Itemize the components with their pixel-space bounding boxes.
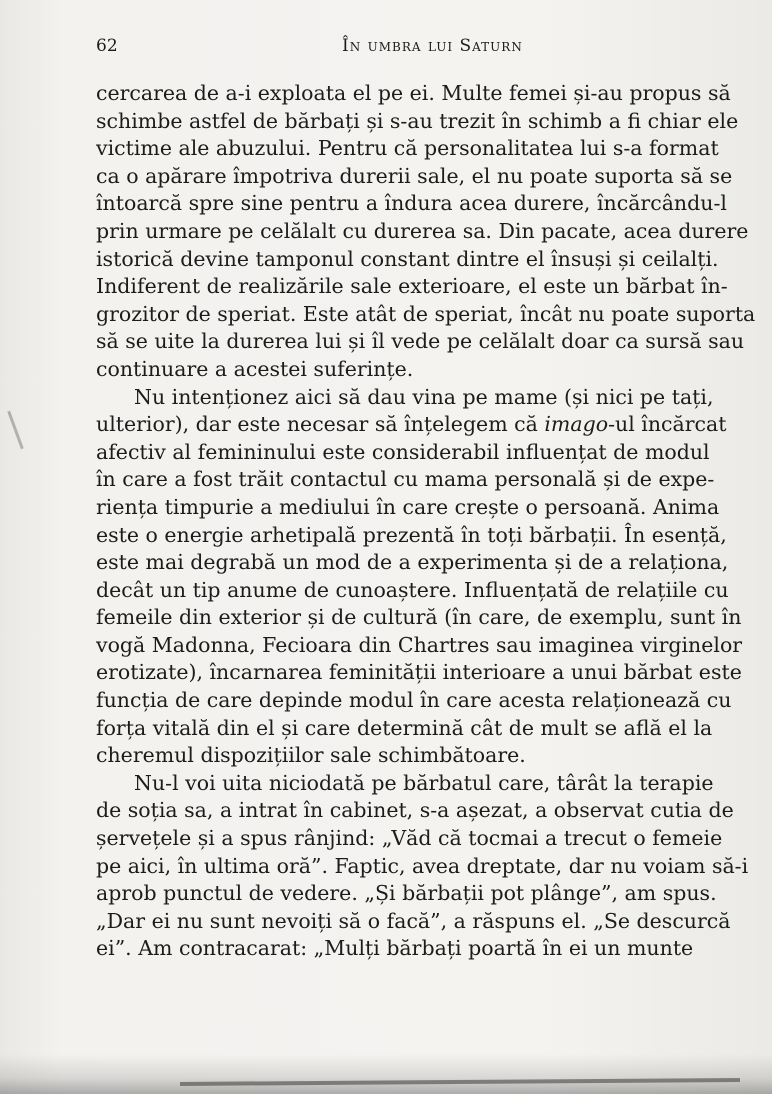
text-line: de soția sa, a intrat în cabinet, s-a așezat, a observat cutia de — [96, 798, 734, 823]
text-line: aprob punctul de vedere. „Și bărbații pot plânge”, am spus. — [96, 881, 717, 906]
text-line: funcția de care depinde modul în care acesta relaționează cu — [96, 688, 732, 713]
text-line: schimbe astfel de bărbați și s-au trezit în schimb a fi chiar ele — [96, 108, 739, 133]
text-line: să se uite la durerea lui și îl vede pe celălalt doar ca sursă sau — [96, 329, 745, 354]
text-line: șervețele și a spus rânjind: „Văd că tocmai a trecut o femeie — [96, 826, 723, 851]
text-line: ulterior), dar este necesar să înțelegem că imago-ul încărcat — [96, 412, 727, 437]
text-line: cheremul dispozițiilor sale schimbătoare. — [96, 743, 526, 768]
text-line: istorică devine tamponul constant dintre el însuși și ceilalți. — [96, 246, 719, 271]
text-line: în care a fost trăit contactul cu mama personală și de expe- — [96, 467, 715, 492]
text-line: riența timpurie a mediului în care crește o persoană. Anima — [96, 494, 720, 519]
text-line: întoarcă spre sine pentru a îndura acea durere, încărcându-l — [96, 191, 727, 216]
page-header — [96, 36, 752, 60]
italic-term: imago — [544, 412, 609, 437]
running-head: În umbra lui Saturn — [342, 36, 523, 56]
text-line: grozitor de speriat. Este atât de speriat, încât nu poate suporta — [96, 301, 756, 326]
text-line: femeile din exterior și de cultură (în care, de exemplu, sunt în — [96, 605, 742, 630]
page-margin-mark — [7, 411, 23, 450]
text-line: afectiv al femininului este considerabil influențat de modul — [96, 439, 710, 464]
text-line: ca o apărare împotriva durerii sale, el nu poate suporta să se — [96, 163, 733, 188]
page-bottom-shadow — [0, 1054, 772, 1094]
text-line: prin urmare pe celălalt cu durerea sa. Din pacate, acea durere — [96, 218, 749, 243]
text-line: Nu intenționez aici să dau vina pe mame (și nici pe tați, — [134, 384, 714, 409]
page-number: 62 — [96, 36, 118, 56]
text-line: cercarea de a-i exploata el pe ei. Multe femei și-au propus să — [96, 81, 731, 105]
text-line: ei”. Am contracarat: „Mulți bărbați poartă în ei un munte — [96, 936, 694, 961]
text-line: „Dar ei nu sunt nevoiți să o facă”, a răspuns el. „Se descurcă — [96, 908, 731, 933]
text-line: victime ale abuzului. Pentru că personalitatea lui s-a format — [96, 136, 719, 161]
text-line: decât un tip anume de cunoaștere. Influențată de relațiile cu — [96, 577, 729, 602]
text-line: continuare a acestei suferințe. — [96, 356, 414, 381]
text-line: vogă Madonna, Fecioara din Chartres sau imaginea virginelor — [96, 632, 743, 657]
text-line: este mai degrabă un mod de a experimenta și de a relaționa, — [96, 550, 729, 575]
text-line: erotizate), încarnarea feminității interioare a unui bărbat este — [96, 660, 742, 685]
text-line: forța vitală din el și care determină cât de mult se află el la — [96, 715, 713, 740]
text-line: Nu-l voi uita niciodată pe bărbatul care, târât la terapie — [134, 770, 714, 795]
text-line: este o energie arhetipală prezentă în toți bărbații. În esență, — [96, 522, 727, 547]
text-line: pe aici, în ultima oră”. Faptic, avea dreptate, dar nu voiam să-i — [96, 853, 749, 878]
body-text — [96, 80, 766, 963]
text-line: Indiferent de realizările sale exterioare, el este un bărbat în- — [96, 274, 728, 299]
